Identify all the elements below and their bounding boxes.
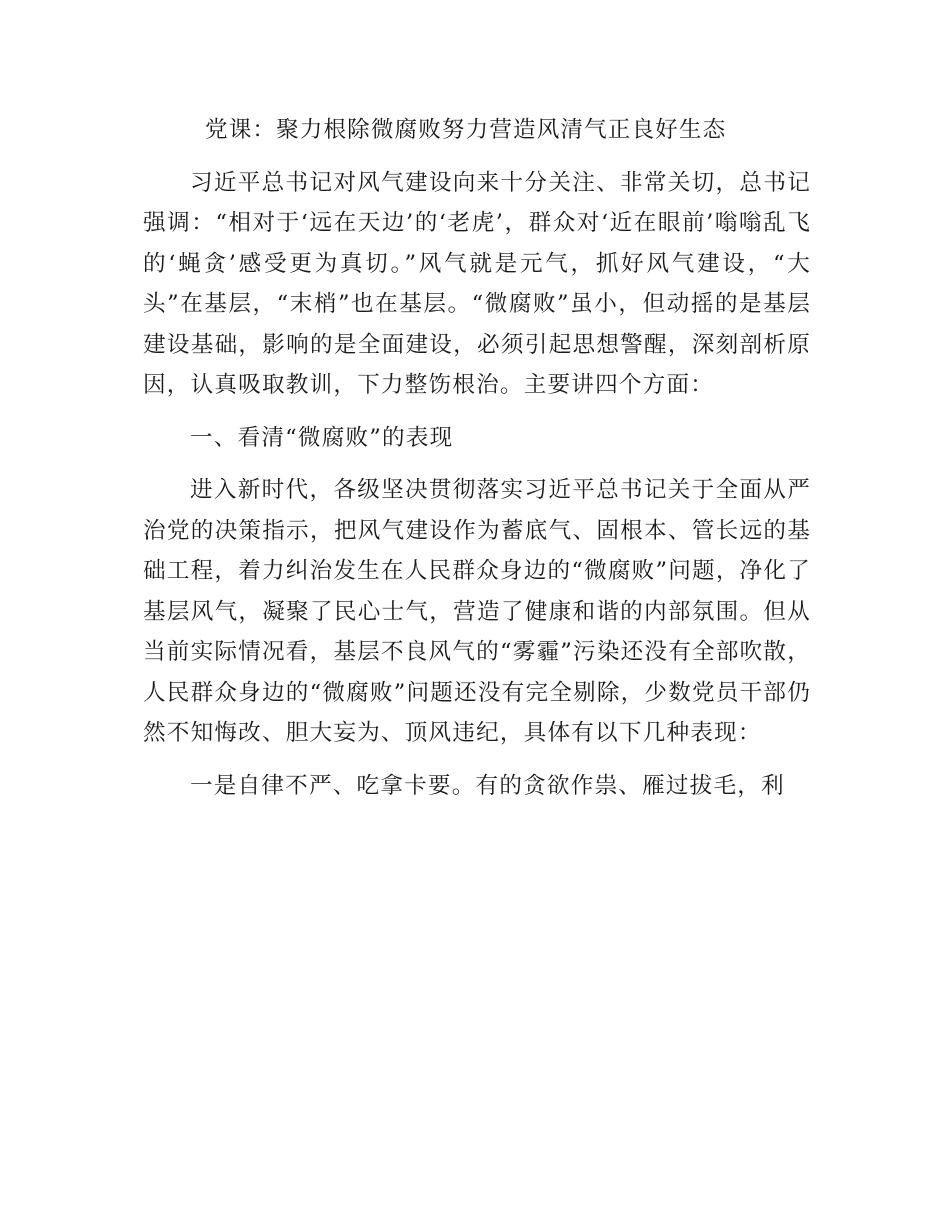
paragraph-intro: 习近平总书记对风气建设向来十分关注、非常关切，总书记强调：“相对于‘远在天边’的‘老虎’，群众对‘近在眼前’嗡嗡乱飞的‘蝇贪’感受更为真切。”风气就是元气，抓好风气建设，“大头”在基层，“末梢”也在基层。“微腐败”虽小，但动摇的是基层建设基础，影响的是全面建设，必须引起思想警醒，深刻剖析原因，认真吸取教训，下力整饬根治。主要讲四个方面： <box>143 169 811 398</box>
document-title: 党课：聚力根除微腐败努力营造风清气正良好生态 <box>205 117 727 143</box>
paragraph-new-era: 进入新时代，各级坚决贯彻落实习近平总书记关于全面从严治党的决策指示，把风气建设作为蓄底气、固根本、管长远的基础工程，着力纠治发生在人民群众身边的“微腐败”问题，净化了基层风气，凝聚了民心士气，营造了健康和谐的内部氛围。但从当前实际情况看，基层不良风气的“雾霾”污染还没有全部吹散，人民群众身边的“微腐败”问题还没有完全剔除，少数党员干部仍然不知悔改、胆大妄为、顶风违纪，具体有以下几种表现： <box>143 477 811 746</box>
paragraph-point-one: 一是自律不严、吃拿卡要。有的贪欲作祟、雁过拔毛，利 <box>190 772 785 799</box>
section-heading: 一、看清“微腐败”的表现 <box>190 424 454 451</box>
document-body <box>143 110 811 806</box>
